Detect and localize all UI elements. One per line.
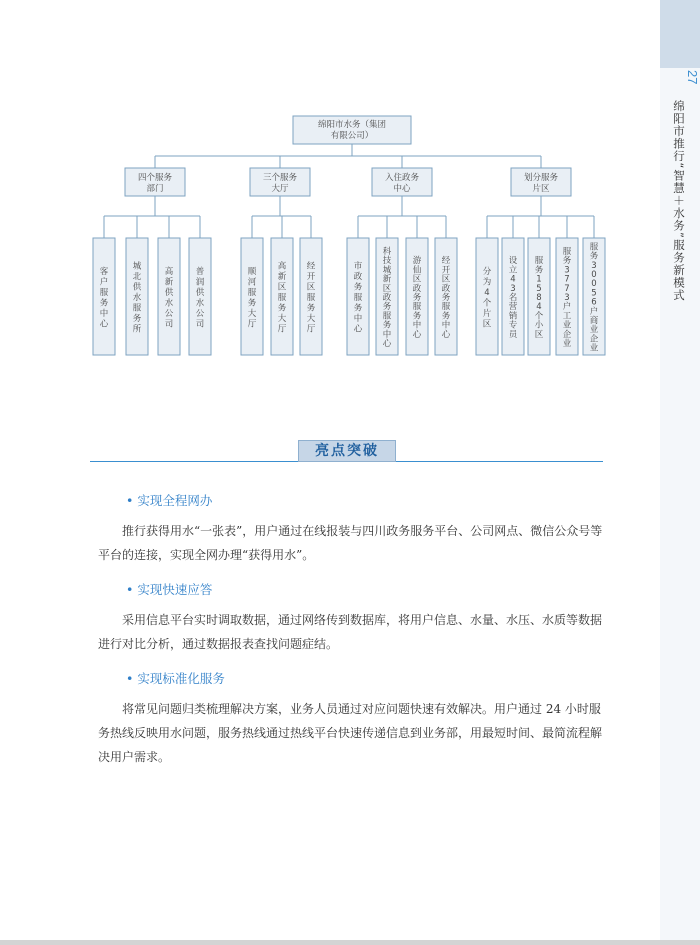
child-node-char: 新: [382, 274, 392, 285]
child-node-char: 区: [534, 329, 544, 340]
child-node-char: 中: [382, 329, 392, 340]
child-node-char: 企: [589, 334, 599, 345]
child-node-char: 5: [536, 283, 542, 294]
child-node-char: 北: [132, 272, 142, 282]
child-node-char: 厅: [247, 319, 257, 330]
child-node-char: 顺: [247, 266, 257, 277]
child-node-char: 务: [132, 314, 142, 324]
child-node-char: 中: [441, 320, 451, 331]
child-node-char: 区: [482, 319, 492, 330]
section-title: • 实现全程网办: [126, 493, 213, 508]
child-node-char: 供: [132, 282, 142, 293]
root-node-label: 有限公司）: [330, 131, 374, 141]
root-node-label: 绵阳市水务（集团: [317, 120, 387, 130]
child-node-char: 销: [508, 311, 518, 322]
child-node-char: 仙: [412, 265, 422, 276]
section-body: 推行获得用水“一张表”，用户通过在线报装与四川政务服务平台、公司网点、微信公众号等平台的连接，实现全网办理“获得用水”。: [98, 524, 603, 562]
section-title: • 实现标准化服务: [126, 671, 225, 686]
child-node-char: 业: [589, 325, 599, 336]
child-node-char: 7: [564, 283, 570, 294]
child-node-char: 服: [412, 302, 422, 313]
child-node-char: 大: [306, 314, 316, 324]
child-node-char: 1: [536, 274, 542, 285]
child-node-char: 3: [564, 265, 570, 276]
child-node-char: 游: [412, 256, 422, 267]
child-node-char: 务: [382, 302, 392, 313]
child-node-char: 新: [277, 272, 287, 282]
child-node-char: 服: [247, 287, 257, 298]
child-node-char: 企: [562, 329, 572, 340]
child-node-char: 服: [306, 293, 316, 303]
child-node-char: 片: [482, 308, 492, 319]
child-node-char: 所: [132, 324, 142, 335]
child-node-char: 高: [277, 261, 287, 272]
child-node-char: 务: [99, 298, 109, 309]
chapter-title: 绵阳市推行“智慧＋水务”服务新模式: [672, 100, 686, 302]
child-node-char: 区: [441, 274, 451, 285]
child-node-char: 服: [277, 293, 287, 303]
child-node-char: 务: [353, 303, 363, 314]
child-node-char: 6: [591, 297, 597, 308]
child-node-char: 经: [441, 256, 451, 267]
child-node-char: 业: [562, 320, 572, 331]
child-node-char: 心: [353, 324, 363, 335]
child-node-char: 服: [534, 256, 544, 267]
child-node-char: 润: [195, 277, 205, 288]
child-node-char: 服: [132, 303, 142, 314]
page-bottom-bar: [0, 940, 700, 945]
section-title: • 实现快速应答: [126, 582, 213, 597]
child-node-char: 务: [412, 293, 422, 303]
child-node-char: 心: [412, 329, 422, 340]
child-node-char: 个: [534, 311, 544, 322]
child-node-char: 户: [562, 302, 572, 313]
child-node-char: 分: [482, 266, 492, 277]
child-node-char: 司: [164, 319, 174, 330]
child-node-char: 专: [508, 320, 518, 331]
child-node-char: 客: [99, 266, 109, 277]
child-node-char: 心: [382, 339, 392, 349]
child-node-char: 业: [589, 343, 599, 354]
child-node-char: 区: [382, 283, 392, 294]
child-node-char: 中: [353, 314, 363, 324]
child-node-char: 3: [564, 293, 570, 303]
child-node-char: 技: [382, 256, 392, 267]
child-node-char: 水: [164, 298, 174, 309]
child-node-char: 市: [353, 261, 363, 272]
child-node-char: 科: [382, 247, 392, 257]
child-node-char: 为: [482, 277, 492, 288]
child-node-char: 务: [441, 293, 451, 303]
child-node-char: 政: [353, 272, 363, 282]
child-node-char: 心: [441, 329, 451, 340]
child-node-char: 务: [562, 256, 572, 267]
child-node-char: 立: [508, 265, 518, 276]
side-tab: [660, 0, 700, 945]
branch-node-label: 大厅: [271, 184, 289, 194]
child-node-char: 个: [482, 298, 492, 309]
child-node-char: 厅: [306, 324, 316, 335]
child-node-char: 户: [99, 277, 109, 288]
child-node-char: 心: [99, 319, 109, 330]
child-node-char: 政: [441, 283, 451, 294]
child-node-char: 业: [562, 339, 572, 349]
page-number: 27: [685, 70, 700, 85]
child-node-char: 供: [195, 287, 205, 298]
child-node-char: 服: [589, 242, 599, 253]
child-node-char: 大: [277, 314, 287, 324]
child-node-char: 4: [510, 274, 516, 285]
child-node-char: 服: [99, 287, 109, 298]
child-node-char: 员: [508, 329, 518, 340]
child-node-char: 务: [589, 251, 599, 262]
child-node-char: 公: [164, 308, 174, 319]
side-tab-header: [660, 0, 700, 68]
child-node-char: 务: [441, 311, 451, 322]
org-chart: [0, 0, 660, 400]
child-node-char: 城: [132, 261, 142, 272]
child-node-char: 城: [382, 265, 392, 276]
child-node-char: 水: [195, 298, 205, 309]
branch-node-label: 三个服务: [262, 173, 298, 183]
child-node-char: 经: [306, 261, 316, 272]
child-node-char: 厅: [277, 324, 287, 335]
child-node-char: 商: [589, 316, 599, 326]
child-node-char: 务: [353, 282, 363, 293]
child-node-char: 5: [591, 288, 597, 299]
child-node-char: 区: [306, 282, 316, 293]
section-body: 将常见问题归类梳理解决方案，业务人员通过对应问题快速有效解决。用户通过 24 小时服务热线反映用水问题，服务热线通过热线平台快速传递信息到业务部，用最短时间、最简流程解决用户需求。: [98, 702, 603, 764]
section-fast-response: [98, 580, 608, 656]
child-node-char: 8: [536, 293, 542, 303]
child-node-char: 务: [277, 303, 287, 314]
child-node-char: 服: [353, 293, 363, 303]
child-node-char: 4: [484, 287, 490, 298]
child-node-char: 小: [534, 320, 544, 331]
child-node-char: 0: [591, 270, 597, 280]
child-node-char: 司: [195, 319, 205, 330]
child-node-char: 务: [534, 265, 544, 276]
branch-node-label: 划分服务: [523, 173, 559, 183]
child-node-char: 服: [441, 302, 451, 313]
child-node-char: 高: [164, 266, 174, 277]
child-node-char: 政: [382, 293, 392, 303]
child-node-char: 务: [247, 298, 257, 309]
child-node-char: 3: [510, 283, 516, 294]
branch-node-label: 片区: [532, 184, 550, 194]
child-node-char: 务: [412, 311, 422, 322]
child-node-char: 7: [564, 274, 570, 285]
child-node-char: 户: [589, 306, 599, 317]
child-node-char: 务: [306, 303, 316, 314]
child-node-char: 0: [591, 279, 597, 290]
child-node-char: 营: [508, 302, 518, 313]
child-node-char: 水: [132, 293, 142, 303]
child-node-char: 供: [164, 287, 174, 298]
child-node-char: 工: [562, 311, 572, 322]
branch-node-label: 部门: [146, 184, 164, 194]
child-node-char: 务: [382, 320, 392, 331]
child-node-char: 公: [195, 308, 205, 319]
child-node-char: 新: [164, 277, 174, 288]
branch-node-label: 四个服务: [137, 173, 173, 183]
section-full-online: [98, 491, 608, 567]
child-node-char: 河: [247, 277, 257, 288]
child-node-char: 3: [591, 260, 597, 271]
section-body: 采用信息平台实时调取数据，通过网络传到数据库，将用户信息、水量、水压、水质等数据进行对比分析，通过数据报表查找问题症结。: [98, 613, 603, 651]
child-node-char: 普: [195, 266, 205, 277]
child-node-char: 设: [508, 256, 518, 267]
section-banner: 亮点突破: [298, 440, 396, 462]
child-node-char: 服: [562, 247, 572, 257]
child-node-char: 区: [277, 282, 287, 293]
child-node-char: 开: [306, 272, 316, 282]
child-node-char: 服: [382, 311, 392, 322]
section-standard-service: [98, 669, 608, 769]
child-node-char: 4: [536, 302, 542, 313]
branch-node-label: 入住政务: [384, 173, 420, 183]
child-node-char: 大: [247, 308, 257, 319]
child-node-char: 名: [508, 293, 518, 303]
child-node-char: 中: [412, 320, 422, 331]
branch-node-label: 中心: [393, 184, 411, 194]
child-node-char: 开: [441, 265, 451, 276]
child-node-char: 区: [412, 274, 422, 285]
child-node-char: 政: [412, 283, 422, 294]
child-node-char: 中: [99, 308, 109, 319]
